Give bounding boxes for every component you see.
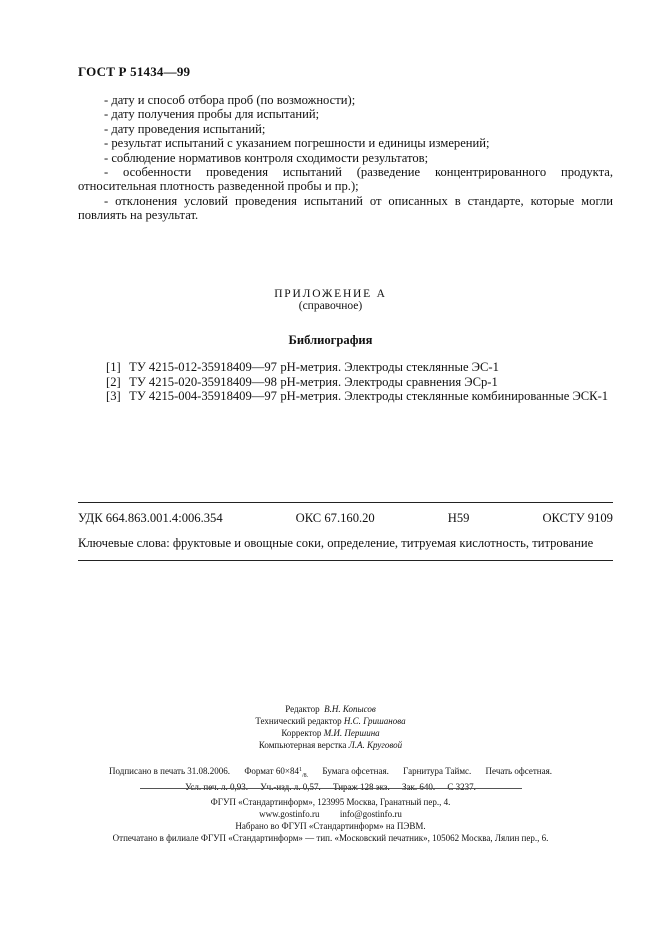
list-item: - дату проведения испытаний;	[104, 121, 266, 136]
entry-code: ТУ 4215-012-35918409—97	[129, 360, 277, 374]
appendix-subtitle: (справочное)	[298, 300, 363, 312]
bibliography-entry	[106, 375, 608, 390]
top-divider	[78, 502, 613, 503]
oks-code: ОКС 67.160.20	[295, 511, 375, 525]
credit-corrector: Корректор М.И. Першина	[281, 728, 380, 738]
entry-number: [3]	[106, 389, 121, 403]
entry-number: [2]	[106, 374, 121, 389]
entry-text: рН-метрия. Электроды стеклянные комбинированные ЭСК-1	[280, 389, 609, 403]
signed-date: Подписано в печать 31.08.2006.	[109, 766, 231, 776]
website-link[interactable]: www.gostinfo.ru	[259, 809, 320, 819]
format: Формат $60\times 84^1_{/8.}$	[244, 766, 309, 779]
list-item: - результат испытаний с указанием погрешности и единицы измерений;	[104, 136, 490, 151]
printed-note: Отпечатано в филиале ФГУП «Стандартинформ» — тип. «Московский печатник», 105062 Москва, Лялин пер., 6.	[112, 833, 549, 843]
bibliography-entry	[106, 360, 608, 375]
bibliography-entry	[106, 389, 608, 404]
classification-codes	[78, 511, 613, 526]
list-item: - дату получения пробы для испытаний;	[104, 107, 320, 122]
credits-block	[0, 703, 661, 751]
list-item: - дату и способ отбора проб (по возможности);	[104, 93, 356, 107]
typeface: Гарнитура Таймс.	[403, 766, 472, 776]
bibliography-list	[106, 360, 608, 404]
email-link[interactable]: info@gostinfo.ru	[339, 809, 402, 819]
appendix-title: ПРИЛОЖЕНИЕ А	[274, 288, 387, 300]
credit-editor: Редактор В.Н. Копысов	[285, 704, 376, 714]
entry-text: рН-метрия. Электроды стеклянные ЭС-1	[280, 360, 499, 374]
udk-code: УДК 664.863.001.4:006.354	[78, 511, 223, 525]
circulation: Тираж 128 экз.	[332, 782, 390, 793]
list-item: - отклонения условий проведения испытаний от описанных в стандарте, которые могли повлиять на результат.	[78, 193, 613, 223]
requirements-list	[78, 93, 613, 223]
list-item: - соблюдение нормативов контроля сходимости результатов;	[104, 150, 429, 165]
credit-layout: Компьютерная верстка Л.А. Круговой	[258, 740, 403, 750]
entry-text: рН-метрия. Электроды сравнения ЭСр-1	[280, 374, 498, 389]
imprint-divider	[140, 788, 522, 789]
okstu-code: ОКСТУ 9109	[542, 511, 613, 525]
paper: Бумага офсетная.	[322, 766, 389, 776]
bibliography-title: Библиография	[288, 333, 373, 347]
edition-sheets: Уч.-изд. л. 0,57.	[260, 782, 321, 793]
entry-code: ТУ 4215-020-35918409—98	[129, 374, 277, 389]
group-code: Н59	[447, 511, 470, 525]
entry-number: [1]	[106, 360, 121, 374]
print-code: С 3237.	[447, 782, 476, 793]
document-header: ГОСТ Р 51434—99	[78, 64, 191, 79]
entry-code: ТУ 4215-004-35918409—97	[129, 389, 277, 403]
list-item: - особенности проведения испытаний (разведение концентрированного продукта, относительная плотность разведенной пробы и пр.);	[78, 165, 613, 194]
typeset-note: Набрано во ФГУП «Стандартинформ» на ПЭВМ.	[235, 821, 426, 831]
order-number: Зак. 640.	[401, 782, 436, 793]
print-sheets: Усл. печ. л. 0,93.	[185, 782, 249, 793]
printer-info	[0, 796, 661, 844]
publisher-address: ФГУП «Стандартинформ», 123995 Москва, Гранатный пер., 4.	[210, 797, 451, 807]
credit-tech-editor: Технический редактор Н.С. Гришанова	[255, 716, 406, 726]
keywords: Ключевые слова: фруктовые и овощные соки, определение, титруемая кислотность, титрование	[78, 536, 594, 550]
printing: Печать офсетная.	[485, 766, 552, 776]
bottom-divider	[78, 560, 613, 561]
publication-info	[0, 765, 661, 794]
